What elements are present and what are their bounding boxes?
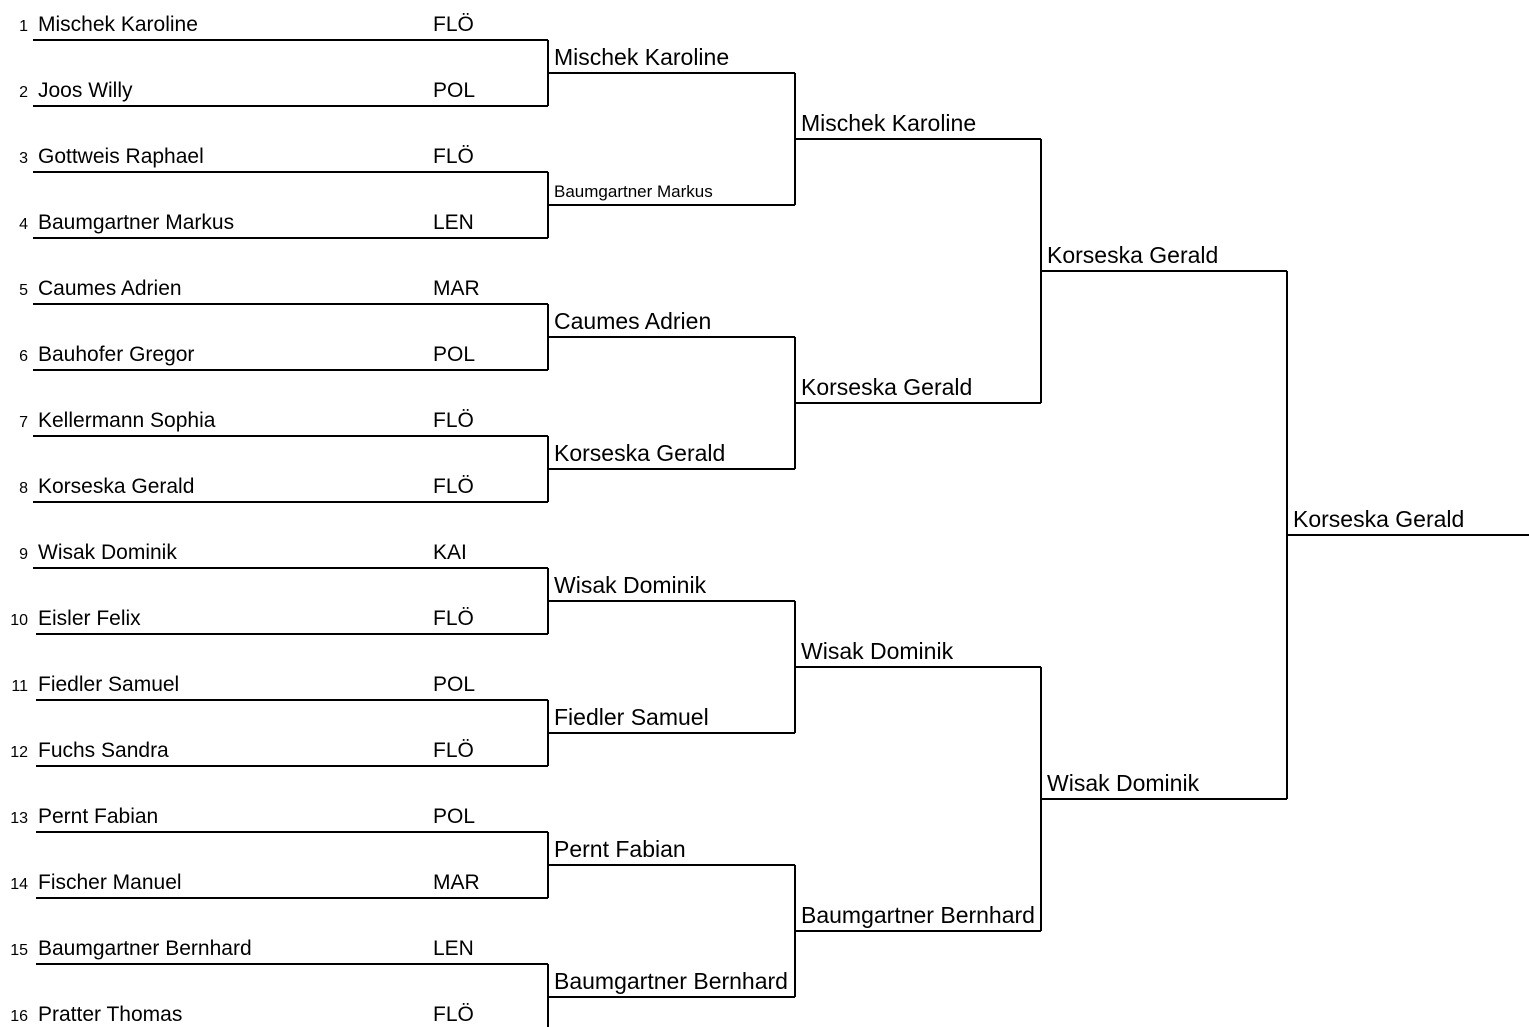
seed-number: 6 — [19, 348, 28, 365]
club-code: FLÖ — [433, 1003, 474, 1026]
winner-name: Mischek Karoline — [801, 110, 977, 136]
club-code: FLÖ — [433, 145, 474, 168]
club-code: FLÖ — [433, 13, 474, 36]
club-code: FLÖ — [433, 409, 474, 432]
winner-name: Fiedler Samuel — [554, 704, 709, 730]
winner-name: Baumgartner Bernhard — [554, 968, 788, 994]
seed-number: 4 — [19, 216, 28, 233]
seed-number: 13 — [10, 810, 28, 827]
club-code: LEN — [433, 937, 474, 960]
seed-number: 16 — [10, 1008, 28, 1025]
player-name: Bauhofer Gregor — [38, 343, 195, 366]
winner-name: Wisak Dominik — [801, 638, 954, 664]
winner-name: Caumes Adrien — [554, 308, 712, 334]
player-name: Korseska Gerald — [38, 475, 195, 498]
club-code: KAI — [433, 541, 467, 564]
player-name: Fiedler Samuel — [38, 673, 180, 696]
club-code: FLÖ — [433, 607, 474, 630]
player-name: Caumes Adrien — [38, 277, 182, 300]
club-code: MAR — [433, 871, 480, 894]
player-name: Joos Willy — [38, 79, 133, 102]
player-name: Gottweis Raphael — [38, 145, 204, 168]
player-name: Mischek Karoline — [38, 13, 198, 36]
player-name: Baumgartner Markus — [38, 211, 235, 234]
club-code: FLÖ — [433, 739, 474, 762]
winner-name: Pernt Fabian — [554, 836, 686, 862]
player-name: Pernt Fabian — [38, 805, 159, 828]
bracket-lines — [33, 40, 1529, 1027]
winner-name: Wisak Dominik — [554, 572, 707, 598]
champion-name: Korseska Gerald — [1293, 506, 1465, 532]
player-name: Fuchs Sandra — [38, 739, 169, 762]
player-name: Baumgartner Bernhard — [38, 937, 252, 960]
seed-number: 14 — [10, 876, 28, 893]
player-name: Wisak Dominik — [38, 541, 177, 564]
bracket-labels — [10, 13, 1464, 1026]
seed-number: 12 — [10, 744, 28, 761]
seed-number: 15 — [10, 942, 28, 959]
winner-name: Baumgartner Bernhard — [801, 902, 1035, 928]
seed-number: 9 — [19, 546, 28, 563]
club-code: LEN — [433, 211, 474, 234]
seed-number: 2 — [19, 84, 28, 101]
player-name: Eisler Felix — [38, 607, 141, 630]
winner-name: Wisak Dominik — [1047, 770, 1200, 796]
seed-number: 1 — [19, 18, 28, 35]
club-code: FLÖ — [433, 475, 474, 498]
player-name: Fischer Manuel — [38, 871, 182, 894]
winner-name: Korseska Gerald — [801, 374, 973, 400]
seed-number: 7 — [19, 414, 28, 431]
club-code: POL — [433, 673, 476, 696]
club-code: POL — [433, 343, 476, 366]
club-code: MAR — [433, 277, 480, 300]
player-name: Kellermann Sophia — [38, 409, 216, 432]
player-name: Pratter Thomas — [38, 1003, 183, 1026]
club-code: POL — [433, 805, 476, 828]
seed-number: 11 — [11, 678, 28, 695]
club-code: POL — [433, 79, 476, 102]
winner-name: Baumgartner Markus — [554, 182, 713, 201]
seed-number: 5 — [19, 282, 28, 299]
winner-name: Mischek Karoline — [554, 44, 730, 70]
winner-name: Korseska Gerald — [554, 440, 726, 466]
seed-number: 3 — [19, 150, 28, 167]
winner-name: Korseska Gerald — [1047, 242, 1219, 268]
seed-number: 8 — [19, 480, 28, 497]
seed-number: 10 — [10, 612, 28, 629]
